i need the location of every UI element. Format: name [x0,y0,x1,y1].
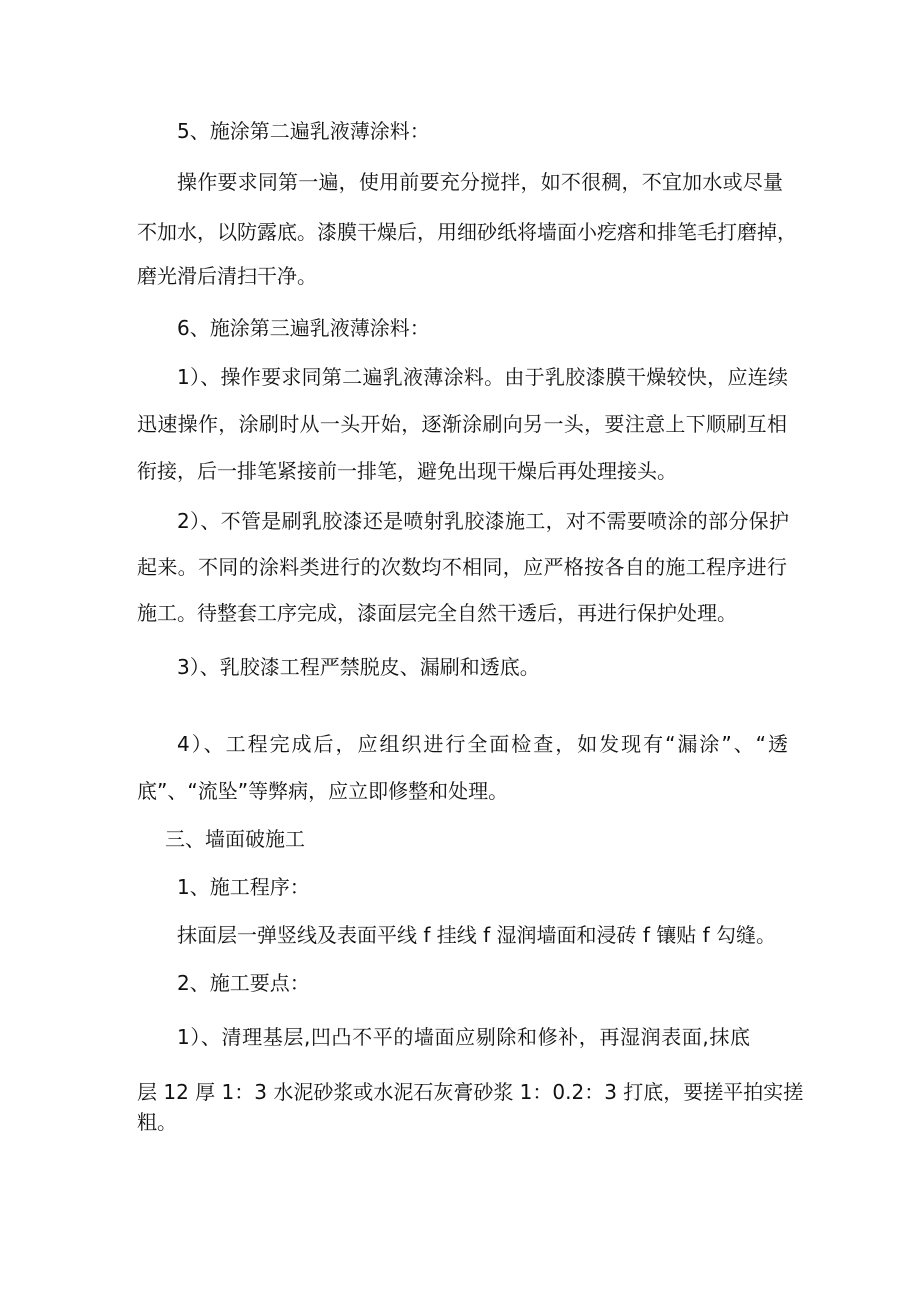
item-6-1-line-1: 1）、操作要求同第二遍乳液薄涂料。由于乳胶漆膜干燥较快，应连续 [177,365,788,389]
heading-6: 6、施涂第三遍乳液薄涂料： [177,316,430,340]
point-1-line-1: 1）、清理基层,凹凸不平的墙面应剔除和修补，再湿润表面,抹底 [177,1025,750,1049]
para-5-line-2: 不加水，以防露底。漆膜干燥后，用细砂纸将墙面小疙瘩和排笔毛打磨掉， [137,220,797,244]
item-6-2-line-1: 2）、不管是刷乳胶漆还是喷射乳胶漆施工，对不需要喷涂的部分保护 [177,509,789,533]
point-1-line-2: 层 12 厚 1：3 水泥砂浆或水泥石灰膏砂浆 1：0.2：3 打底，要搓平拍实搓 [137,1080,804,1104]
item-6-1-line-2: 迅速操作，涂刷时从一头开始，逐渐涂刷向另一头，要注意上下顺刷互相 [137,412,787,436]
item-6-2-line-2: 起来。不同的涂料类进行的次数均不相同，应严格按各自的施工程序进行 [137,555,787,579]
item-6-3: 3）、乳胶漆工程严禁脱皮、漏刷和透底。 [177,655,540,679]
item-6-4-line-2: 底”、“流坠”等弊病，应立即修整和处理。 [137,779,509,803]
item-6-1-line-3: 衔接，后一排笔紧接前一排笔，避免出现干燥后再处理接头。 [137,459,677,483]
heading-5: 5、施涂第二遍乳液薄涂料： [177,119,430,143]
section-3-heading: 三、墙面破施工 [165,827,305,851]
para-5-line-3: 磨光滑后清扫干净。 [137,264,317,288]
item-6-4-line-1: 4）、工程完成后，应组织进行全面检查，如发现有“漏涂”、“透 [177,732,788,756]
sub-heading-1: 1、施工程序： [177,875,310,899]
sub-heading-2: 2、施工要点： [177,971,310,995]
item-6-2-line-3: 施工。待整套工序完成，漆面层完全自然干透后，再进行保护处理。 [137,601,737,625]
para-5-line-1: 操作要求同第一遍，使用前要充分搅拌，如不很稠，不宜加水或尽量 [177,170,783,194]
procedure-line: 抹面层一弹竖线及表面平线 f 挂线 f 湿润墙面和浸砖 f 镶贴 f 勾缝。 [177,923,777,947]
point-1-line-3: 粗。 [137,1110,177,1134]
